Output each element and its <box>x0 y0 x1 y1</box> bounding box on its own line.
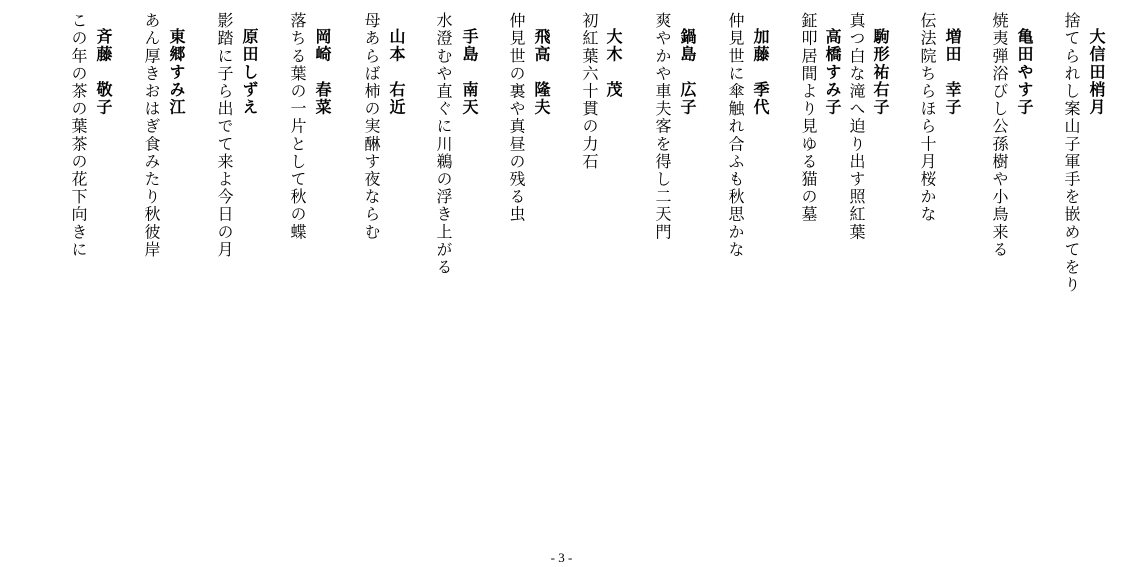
haiku-line: 水澄むや直ぐに川鵜の浮き上がる <box>434 12 453 276</box>
haiku-line: 仲見世の裏や真昼の残る虫 <box>507 12 526 224</box>
haiku-line: 捨てられし案山子軍手を嵌めてをり <box>1062 12 1081 294</box>
author-name: 駒形祐右子 <box>871 28 890 116</box>
haiku-line: あん厚きおはぎ食みたり秋彼岸 <box>142 12 161 259</box>
haiku-line: 真つ白な滝へ迫り出す照紅葉 <box>847 12 866 241</box>
author-name: 増田 幸子 <box>943 28 962 116</box>
author-name: 鍋島 広子 <box>678 28 697 116</box>
haiku-line: 母あらば柿の実醂す夜ならむ <box>362 12 381 241</box>
author-name: 岡崎 春菜 <box>313 28 332 116</box>
haiku-line: 落ちる葉の一片として秋の蝶 <box>288 12 307 241</box>
haiku-line: 爽やかや車夫客を得し二天門 <box>653 12 672 241</box>
author-name: 手島 南天 <box>460 28 479 116</box>
haiku-line: 仲見世に傘触れ合ふも秋思かな <box>726 12 745 259</box>
author-name: 東郷すみ江 <box>167 28 186 116</box>
author-name: 飛高 隆夫 <box>532 28 551 116</box>
haiku-line: 焼夷弾浴びし公孫樹や小鳥来る <box>990 12 1009 259</box>
author-name: 山本 右近 <box>387 28 406 116</box>
author-name: 亀田やす子 <box>1015 28 1034 116</box>
author-name: 斉藤 敬子 <box>94 28 113 116</box>
author-name: 原田しずえ <box>240 28 259 116</box>
author-name: 大木 茂 <box>604 28 623 99</box>
haiku-line: 伝法院ちらほら十月桜かな <box>918 12 937 224</box>
haiku-line: この年の茶の葉茶の花下向きに <box>69 12 88 259</box>
author-name: 大信田梢月 <box>1087 28 1106 116</box>
author-name: 高橋すみ子 <box>823 28 842 116</box>
haiku-line: 鉦叩居間より見ゆる猫の墓 <box>799 12 818 224</box>
page-number: - 3 - <box>550 550 573 565</box>
haiku-line: 影踏に子ら出でて来よ今日の月 <box>215 12 234 259</box>
haiku-line: 初紅葉六十貫の力石 <box>580 12 599 171</box>
author-name: 加藤 季代 <box>751 28 770 116</box>
